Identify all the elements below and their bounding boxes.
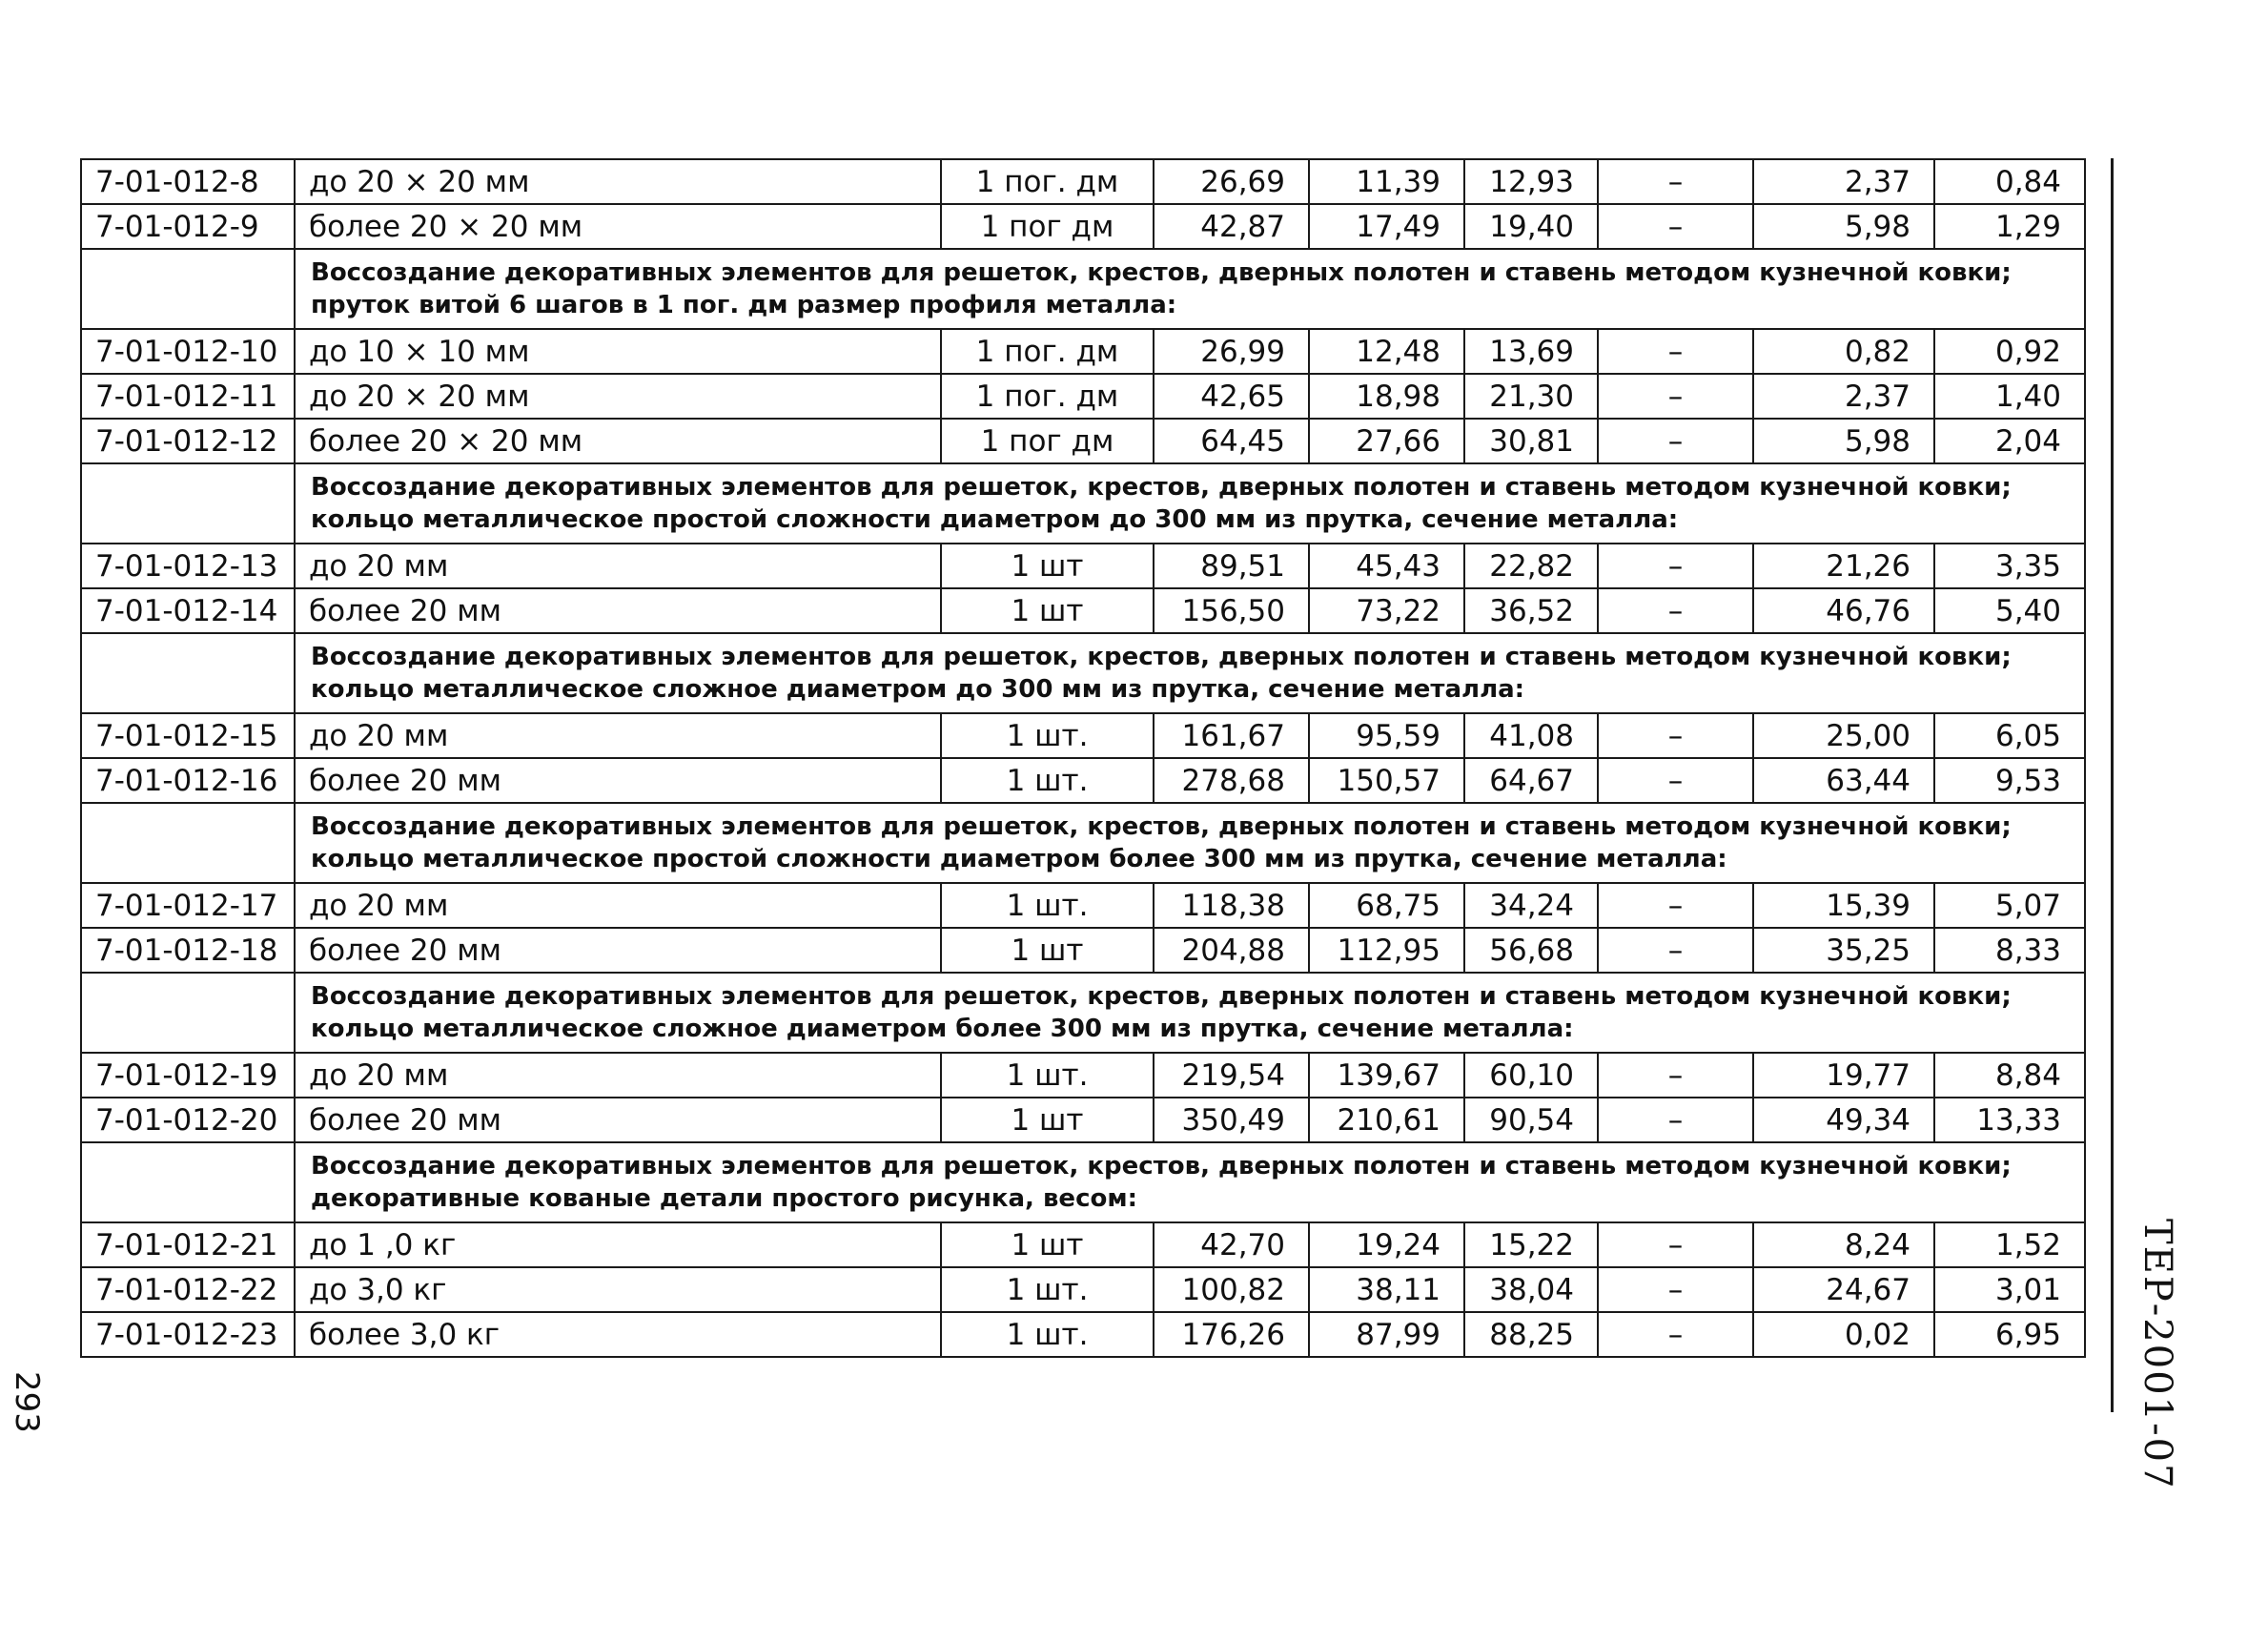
cost-materials-cell: 49,34 bbox=[1753, 1098, 1934, 1142]
table-row bbox=[81, 1222, 2085, 1267]
cost-machines-wages-cell: – bbox=[1598, 1222, 1753, 1267]
labor-hours-cell: 9,53 bbox=[1934, 758, 2085, 803]
table-row bbox=[81, 419, 2085, 463]
name-cell: более 20 мм bbox=[295, 758, 941, 803]
cost-total-cell: 42,65 bbox=[1154, 374, 1309, 419]
name-cell: до 10 × 10 мм bbox=[295, 329, 941, 374]
unit-cell: 1 шт. bbox=[941, 883, 1154, 928]
cost-machines-wages-cell: – bbox=[1598, 204, 1753, 249]
name-cell: более 20 мм bbox=[295, 588, 941, 633]
name-cell: до 20 мм bbox=[295, 1053, 941, 1098]
cost-wages-cell: 17,49 bbox=[1309, 204, 1464, 249]
section-code-cell bbox=[81, 463, 295, 544]
code-cell: 7-01-012-19 bbox=[81, 1053, 295, 1098]
table-row bbox=[81, 713, 2085, 758]
cost-wages-cell: 45,43 bbox=[1309, 544, 1464, 588]
cost-machines-wages-cell: – bbox=[1598, 1098, 1753, 1142]
unit-cell: 1 шт. bbox=[941, 1312, 1154, 1357]
cost-machines-wages-cell: – bbox=[1598, 329, 1753, 374]
cost-total-cell: 26,69 bbox=[1154, 159, 1309, 204]
name-cell: более 20 × 20 мм bbox=[295, 419, 941, 463]
name-cell: до 20 мм bbox=[295, 883, 941, 928]
cost-machines-wages-cell: – bbox=[1598, 1053, 1753, 1098]
labor-hours-cell: 6,05 bbox=[1934, 713, 2085, 758]
code-cell: 7-01-012-21 bbox=[81, 1222, 295, 1267]
unit-cell: 1 шт bbox=[941, 928, 1154, 973]
cost-machines-wages-cell: – bbox=[1598, 1312, 1753, 1357]
name-cell: более 20 мм bbox=[295, 928, 941, 973]
cost-wages-cell: 73,22 bbox=[1309, 588, 1464, 633]
cost-wages-cell: 95,59 bbox=[1309, 713, 1464, 758]
labor-hours-cell: 1,52 bbox=[1934, 1222, 2085, 1267]
unit-cell: 1 шт bbox=[941, 544, 1154, 588]
cost-materials-cell: 8,24 bbox=[1753, 1222, 1934, 1267]
cost-machines-wages-cell: – bbox=[1598, 374, 1753, 419]
code-cell: 7-01-012-15 bbox=[81, 713, 295, 758]
labor-hours-cell: 5,40 bbox=[1934, 588, 2085, 633]
labor-hours-cell: 8,84 bbox=[1934, 1053, 2085, 1098]
table-row bbox=[81, 1267, 2085, 1312]
name-cell: до 1 ,0 кг bbox=[295, 1222, 941, 1267]
unit-cell: 1 пог. дм bbox=[941, 159, 1154, 204]
cost-materials-cell: 21,26 bbox=[1753, 544, 1934, 588]
code-cell: 7-01-012-18 bbox=[81, 928, 295, 973]
labor-hours-cell: 5,07 bbox=[1934, 883, 2085, 928]
cost-total-cell: 42,87 bbox=[1154, 204, 1309, 249]
cost-materials-cell: 0,82 bbox=[1753, 329, 1934, 374]
unit-cell: 1 пог. дм bbox=[941, 329, 1154, 374]
cost-wages-cell: 19,24 bbox=[1309, 1222, 1464, 1267]
labor-hours-cell: 3,01 bbox=[1934, 1267, 2085, 1312]
name-cell: более 20 × 20 мм bbox=[295, 204, 941, 249]
table-row bbox=[81, 329, 2085, 374]
labor-hours-cell: 0,84 bbox=[1934, 159, 2085, 204]
cost-machines-wages-cell: – bbox=[1598, 1267, 1753, 1312]
unit-cell: 1 шт bbox=[941, 1098, 1154, 1142]
table-row bbox=[81, 1098, 2085, 1142]
section-code-cell bbox=[81, 633, 295, 713]
cost-total-cell: 204,88 bbox=[1154, 928, 1309, 973]
cost-machines-wages-cell: – bbox=[1598, 713, 1753, 758]
name-cell: до 20 × 20 мм bbox=[295, 374, 941, 419]
cost-total-cell: 219,54 bbox=[1154, 1053, 1309, 1098]
cost-machines-cell: 60,10 bbox=[1464, 1053, 1598, 1098]
cost-machines-wages-cell: – bbox=[1598, 159, 1753, 204]
cost-total-cell: 176,26 bbox=[1154, 1312, 1309, 1357]
cost-total-cell: 278,68 bbox=[1154, 758, 1309, 803]
cost-wages-cell: 112,95 bbox=[1309, 928, 1464, 973]
labor-hours-cell: 6,95 bbox=[1934, 1312, 2085, 1357]
section-header-row bbox=[81, 803, 2085, 883]
table-row bbox=[81, 1053, 2085, 1098]
code-cell: 7-01-012-22 bbox=[81, 1267, 295, 1312]
name-cell: более 20 мм bbox=[295, 1098, 941, 1142]
code-cell: 7-01-012-17 bbox=[81, 883, 295, 928]
code-cell: 7-01-012-8 bbox=[81, 159, 295, 204]
unit-cell: 1 пог дм bbox=[941, 419, 1154, 463]
code-cell: 7-01-012-14 bbox=[81, 588, 295, 633]
unit-cell: 1 пог. дм bbox=[941, 374, 1154, 419]
cost-machines-cell: 90,54 bbox=[1464, 1098, 1598, 1142]
section-code-cell bbox=[81, 249, 295, 329]
name-cell: до 20 × 20 мм bbox=[295, 159, 941, 204]
document-code: ТЕР-2001-07 bbox=[2135, 1219, 2179, 1490]
section-header-text: Воссоздание декоративных элементов для решеток, крестов, дверных полотен и ставень методом кузнечной ковки; пруток витой 6 шагов в 1 пог. дм размер профиля металла: bbox=[295, 249, 2085, 329]
cost-machines-cell: 19,40 bbox=[1464, 204, 1598, 249]
cost-wages-cell: 12,48 bbox=[1309, 329, 1464, 374]
labor-hours-cell: 13,33 bbox=[1934, 1098, 2085, 1142]
section-header-row bbox=[81, 249, 2085, 329]
cost-wages-cell: 139,67 bbox=[1309, 1053, 1464, 1098]
cost-machines-cell: 38,04 bbox=[1464, 1267, 1598, 1312]
cost-wages-cell: 11,39 bbox=[1309, 159, 1464, 204]
cost-machines-cell: 12,93 bbox=[1464, 159, 1598, 204]
code-cell: 7-01-012-20 bbox=[81, 1098, 295, 1142]
labor-hours-cell: 0,92 bbox=[1934, 329, 2085, 374]
cost-total-cell: 26,99 bbox=[1154, 329, 1309, 374]
section-code-cell bbox=[81, 973, 295, 1053]
cost-materials-cell: 19,77 bbox=[1753, 1053, 1934, 1098]
table-row bbox=[81, 1312, 2085, 1357]
cost-wages-cell: 27,66 bbox=[1309, 419, 1464, 463]
cost-wages-cell: 87,99 bbox=[1309, 1312, 1464, 1357]
code-cell: 7-01-012-13 bbox=[81, 544, 295, 588]
cost-machines-cell: 56,68 bbox=[1464, 928, 1598, 973]
table-row bbox=[81, 883, 2085, 928]
labor-hours-cell: 2,04 bbox=[1934, 419, 2085, 463]
section-code-cell bbox=[81, 803, 295, 883]
unit-cell: 1 шт. bbox=[941, 1267, 1154, 1312]
cost-machines-wages-cell: – bbox=[1598, 883, 1753, 928]
section-header-row bbox=[81, 1142, 2085, 1222]
margin-rule bbox=[2111, 158, 2114, 1412]
code-cell: 7-01-012-12 bbox=[81, 419, 295, 463]
cost-total-cell: 161,67 bbox=[1154, 713, 1309, 758]
cost-wages-cell: 38,11 bbox=[1309, 1267, 1464, 1312]
unit-cell: 1 шт bbox=[941, 1222, 1154, 1267]
code-cell: 7-01-012-11 bbox=[81, 374, 295, 419]
unit-cell: 1 шт bbox=[941, 588, 1154, 633]
cost-machines-cell: 41,08 bbox=[1464, 713, 1598, 758]
cost-machines-cell: 22,82 bbox=[1464, 544, 1598, 588]
table-row bbox=[81, 159, 2085, 204]
cost-total-cell: 100,82 bbox=[1154, 1267, 1309, 1312]
cost-materials-cell: 15,39 bbox=[1753, 883, 1934, 928]
cost-total-cell: 42,70 bbox=[1154, 1222, 1309, 1267]
table-row bbox=[81, 928, 2085, 973]
cost-machines-cell: 88,25 bbox=[1464, 1312, 1598, 1357]
cost-machines-cell: 15,22 bbox=[1464, 1222, 1598, 1267]
cost-wages-cell: 210,61 bbox=[1309, 1098, 1464, 1142]
table-body bbox=[81, 159, 2085, 1357]
cost-wages-cell: 18,98 bbox=[1309, 374, 1464, 419]
cost-materials-cell: 2,37 bbox=[1753, 374, 1934, 419]
table-row bbox=[81, 374, 2085, 419]
section-header-text: Воссоздание декоративных элементов для решеток, крестов, дверных полотен и ставень методом кузнечной ковки; кольцо металлическое сложное диаметром до 300 мм из прутка, сечение металла: bbox=[295, 633, 2085, 713]
cost-machines-cell: 34,24 bbox=[1464, 883, 1598, 928]
cost-total-cell: 89,51 bbox=[1154, 544, 1309, 588]
code-cell: 7-01-012-16 bbox=[81, 758, 295, 803]
cost-total-cell: 156,50 bbox=[1154, 588, 1309, 633]
cost-total-cell: 118,38 bbox=[1154, 883, 1309, 928]
unit-cell: 1 шт. bbox=[941, 758, 1154, 803]
cost-materials-cell: 5,98 bbox=[1753, 419, 1934, 463]
table-row bbox=[81, 758, 2085, 803]
name-cell: до 20 мм bbox=[295, 713, 941, 758]
cost-machines-wages-cell: – bbox=[1598, 928, 1753, 973]
cost-total-cell: 350,49 bbox=[1154, 1098, 1309, 1142]
cost-machines-wages-cell: – bbox=[1598, 588, 1753, 633]
code-cell: 7-01-012-9 bbox=[81, 204, 295, 249]
labor-hours-cell: 1,29 bbox=[1934, 204, 2085, 249]
section-header-text: Воссоздание декоративных элементов для решеток, крестов, дверных полотен и ставень методом кузнечной ковки; кольцо металлическое простой сложности диаметром до 300 мм из прутка, сечение металла: bbox=[295, 463, 2085, 544]
name-cell: до 20 мм bbox=[295, 544, 941, 588]
code-cell: 7-01-012-23 bbox=[81, 1312, 295, 1357]
price-table bbox=[80, 158, 2086, 1358]
cost-wages-cell: 150,57 bbox=[1309, 758, 1464, 803]
cost-materials-cell: 25,00 bbox=[1753, 713, 1934, 758]
cost-machines-wages-cell: – bbox=[1598, 758, 1753, 803]
section-header-text: Воссоздание декоративных элементов для решеток, крестов, дверных полотен и ставень методом кузнечной ковки; кольцо металлическое сложное диаметром более 300 мм из прутка, сечение металла: bbox=[295, 973, 2085, 1053]
cost-machines-cell: 13,69 bbox=[1464, 329, 1598, 374]
cost-machines-cell: 64,67 bbox=[1464, 758, 1598, 803]
cost-materials-cell: 46,76 bbox=[1753, 588, 1934, 633]
unit-cell: 1 шт. bbox=[941, 713, 1154, 758]
cost-machines-wages-cell: – bbox=[1598, 544, 1753, 588]
page-number: 293 bbox=[8, 1371, 46, 1433]
name-cell: более 3,0 кг bbox=[295, 1312, 941, 1357]
code-cell: 7-01-012-10 bbox=[81, 329, 295, 374]
cost-materials-cell: 2,37 bbox=[1753, 159, 1934, 204]
section-header-row bbox=[81, 973, 2085, 1053]
cost-machines-cell: 21,30 bbox=[1464, 374, 1598, 419]
name-cell: до 3,0 кг bbox=[295, 1267, 941, 1312]
section-header-row bbox=[81, 633, 2085, 713]
cost-materials-cell: 24,67 bbox=[1753, 1267, 1934, 1312]
section-header-text: Воссоздание декоративных элементов для решеток, крестов, дверных полотен и ставень методом кузнечной ковки; декоративные кованые детали простого рисунка, весом: bbox=[295, 1142, 2085, 1222]
labor-hours-cell: 1,40 bbox=[1934, 374, 2085, 419]
cost-total-cell: 64,45 bbox=[1154, 419, 1309, 463]
section-header-text: Воссоздание декоративных элементов для решеток, крестов, дверных полотен и ставень методом кузнечной ковки; кольцо металлическое простой сложности диаметром более 300 мм из прутка, сечение металла: bbox=[295, 803, 2085, 883]
cost-materials-cell: 63,44 bbox=[1753, 758, 1934, 803]
section-header-row bbox=[81, 463, 2085, 544]
cost-materials-cell: 0,02 bbox=[1753, 1312, 1934, 1357]
unit-cell: 1 пог дм bbox=[941, 204, 1154, 249]
labor-hours-cell: 8,33 bbox=[1934, 928, 2085, 973]
unit-cell: 1 шт. bbox=[941, 1053, 1154, 1098]
cost-wages-cell: 68,75 bbox=[1309, 883, 1464, 928]
table-row bbox=[81, 544, 2085, 588]
cost-machines-cell: 30,81 bbox=[1464, 419, 1598, 463]
table-row bbox=[81, 588, 2085, 633]
cost-machines-cell: 36,52 bbox=[1464, 588, 1598, 633]
labor-hours-cell: 3,35 bbox=[1934, 544, 2085, 588]
cost-machines-wages-cell: – bbox=[1598, 419, 1753, 463]
cost-materials-cell: 5,98 bbox=[1753, 204, 1934, 249]
cost-materials-cell: 35,25 bbox=[1753, 928, 1934, 973]
section-code-cell bbox=[81, 1142, 295, 1222]
table-row bbox=[81, 204, 2085, 249]
